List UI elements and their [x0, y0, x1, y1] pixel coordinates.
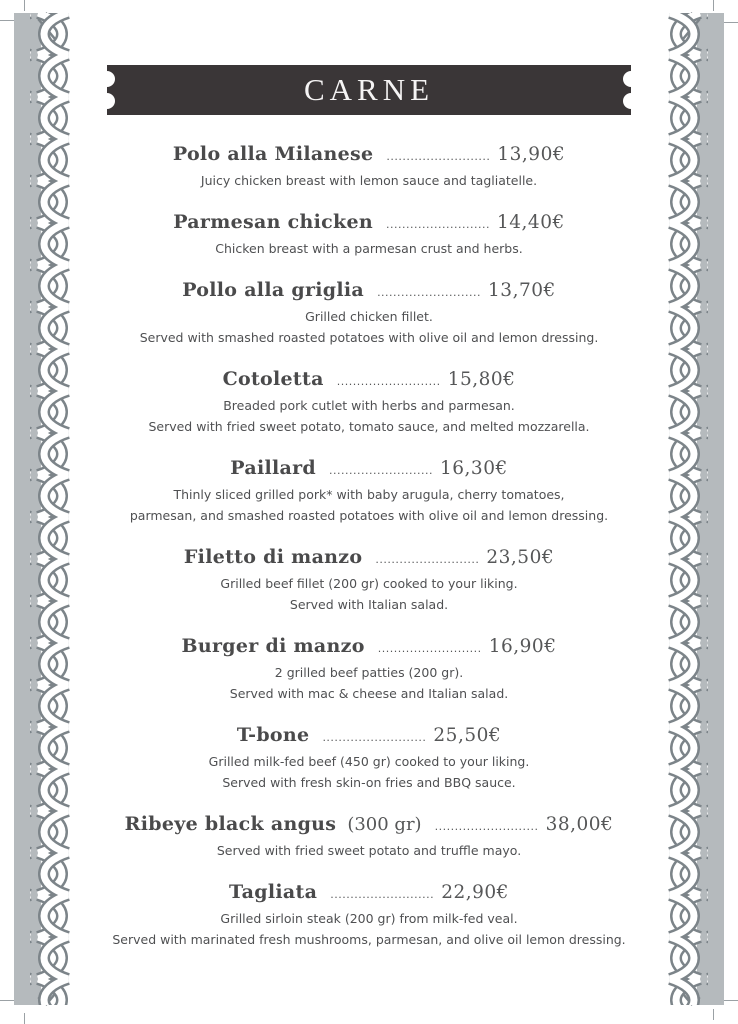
dotted-leader: ..........................	[434, 820, 539, 833]
dish-name: T-bone	[236, 724, 310, 746]
dish-description-line: Breaded pork cutlet with herbs and parmesan.	[223, 398, 515, 413]
menu-list	[0, 141, 738, 950]
dish-description-line: Grilled chicken fillet.	[305, 309, 433, 324]
dish-description	[92, 238, 646, 259]
dish-price: 14,40€	[497, 212, 565, 233]
dish-description	[92, 573, 646, 615]
banner-notch	[99, 71, 115, 87]
dish-description-line: Served with fried sweet potato, tomato sauce, and melted mozzarella.	[148, 419, 590, 434]
dish-description	[92, 751, 646, 793]
dish-portion: (300 gr)	[347, 814, 422, 835]
banner-notch	[623, 71, 639, 87]
dish-name: Parmesan chicken	[173, 211, 373, 233]
dish-name: Paillard	[230, 457, 316, 479]
menu-item	[92, 366, 646, 437]
dotted-leader: ..........................	[322, 731, 427, 744]
dish-description-line: Grilled sirloin steak (200 gr) from milk-fed veal.	[220, 911, 518, 926]
dish-description-line: Served with marinated fresh mushrooms, parmesan, and olive oil lemon dressing.	[112, 932, 626, 947]
dish-description-line: Chicken breast with a parmesan crust and herbs.	[215, 241, 523, 256]
dish-name: Tagliata	[229, 881, 318, 903]
dish-description-line: parmesan, and smashed roasted potatoes with olive oil and lemon dressing.	[129, 508, 609, 523]
dish-price: 13,70€	[488, 280, 556, 301]
crop-mark-bottom-right-v	[713, 1009, 714, 1020]
dish-price: 15,80€	[447, 369, 516, 390]
dish-price: 25,50€	[433, 725, 502, 746]
crop-mark-bottom-left-v	[24, 1013, 25, 1024]
dotted-leader: ..........................	[375, 553, 480, 566]
dish-description-line: Served with fresh skin-on fries and BBQ sauce.	[222, 775, 516, 790]
dish-description	[92, 395, 646, 437]
dotted-leader: ..........................	[386, 218, 490, 231]
dish-name: Burger di manzo	[181, 635, 365, 657]
menu-item	[92, 879, 646, 950]
dish-description-line: Grilled beef fillet (200 gr) cooked to your liking.	[220, 576, 518, 591]
menu-item	[92, 811, 646, 861]
menu-item	[92, 722, 646, 793]
dish-description-line: Served with Italian salad.	[289, 597, 449, 612]
dish-name: Filetto di manzo	[183, 546, 363, 568]
dotted-leader: ..........................	[377, 286, 481, 299]
dish-name: Ribeye black angus	[124, 813, 337, 835]
dish-title-line	[92, 366, 646, 395]
dotted-leader: ..........................	[329, 464, 433, 477]
menu-item	[92, 277, 646, 348]
dish-price: 16,30€	[440, 458, 508, 479]
menu-item	[92, 455, 646, 526]
dish-description-line: Grilled milk-fed beef (450 gr) cooked to your liking.	[208, 754, 530, 769]
dotted-leader: ..........................	[336, 375, 441, 388]
dish-description	[92, 170, 646, 191]
dish-description-line: Thinly sliced grilled pork* with baby arugula, cherry tomatoes,	[173, 487, 565, 502]
menu-item	[92, 141, 646, 191]
section-title: CARNE	[303, 72, 435, 107]
dish-title-line	[92, 141, 646, 170]
dish-description	[92, 484, 646, 526]
dish-name: Pollo alla griglia	[182, 279, 365, 301]
banner-notch	[99, 93, 115, 109]
dish-title-line	[92, 879, 646, 908]
section-banner	[107, 65, 631, 115]
menu-item	[92, 209, 646, 259]
dotted-leader: ..........................	[377, 642, 482, 655]
dish-description-line: Served with smashed roasted potatoes with olive oil and lemon dressing.	[139, 330, 599, 345]
dish-price: 22,90€	[441, 882, 509, 903]
dotted-leader: ..........................	[330, 888, 435, 901]
banner-notch	[623, 93, 639, 109]
dish-description	[92, 840, 646, 861]
dish-title-line	[92, 277, 646, 306]
dish-title-line	[92, 455, 646, 484]
menu-item	[92, 544, 646, 615]
dish-description	[92, 662, 646, 704]
dish-price: 16,90€	[488, 636, 557, 657]
dish-price: 23,50€	[486, 547, 555, 568]
dotted-leader: ..........................	[386, 150, 491, 163]
dish-description	[92, 908, 646, 950]
crop-mark-bottom-left-h	[0, 1000, 14, 1001]
menu-item	[92, 633, 646, 704]
dish-title-line	[92, 544, 646, 573]
dish-name: Cotoletta	[222, 368, 324, 390]
crop-mark-bottom-right-h	[724, 1000, 738, 1001]
dish-title-line	[92, 633, 646, 662]
dish-description-line: Served with mac & cheese and Italian salad.	[229, 686, 509, 701]
dish-name: Polo alla Milanese	[172, 143, 374, 165]
dish-description-line: 2 grilled beef patties (200 gr).	[274, 665, 464, 680]
dish-title-line	[92, 209, 646, 238]
dish-description-line: Juicy chicken breast with lemon sauce and tagliatelle.	[200, 173, 538, 188]
dish-title-line	[92, 811, 646, 840]
dish-price: 38,00€	[545, 814, 614, 835]
dish-description	[92, 306, 646, 348]
dish-price: 13,90€	[497, 144, 566, 165]
dish-title-line	[92, 722, 646, 751]
dish-description-line: Served with fried sweet potato and truffle mayo.	[216, 843, 522, 858]
